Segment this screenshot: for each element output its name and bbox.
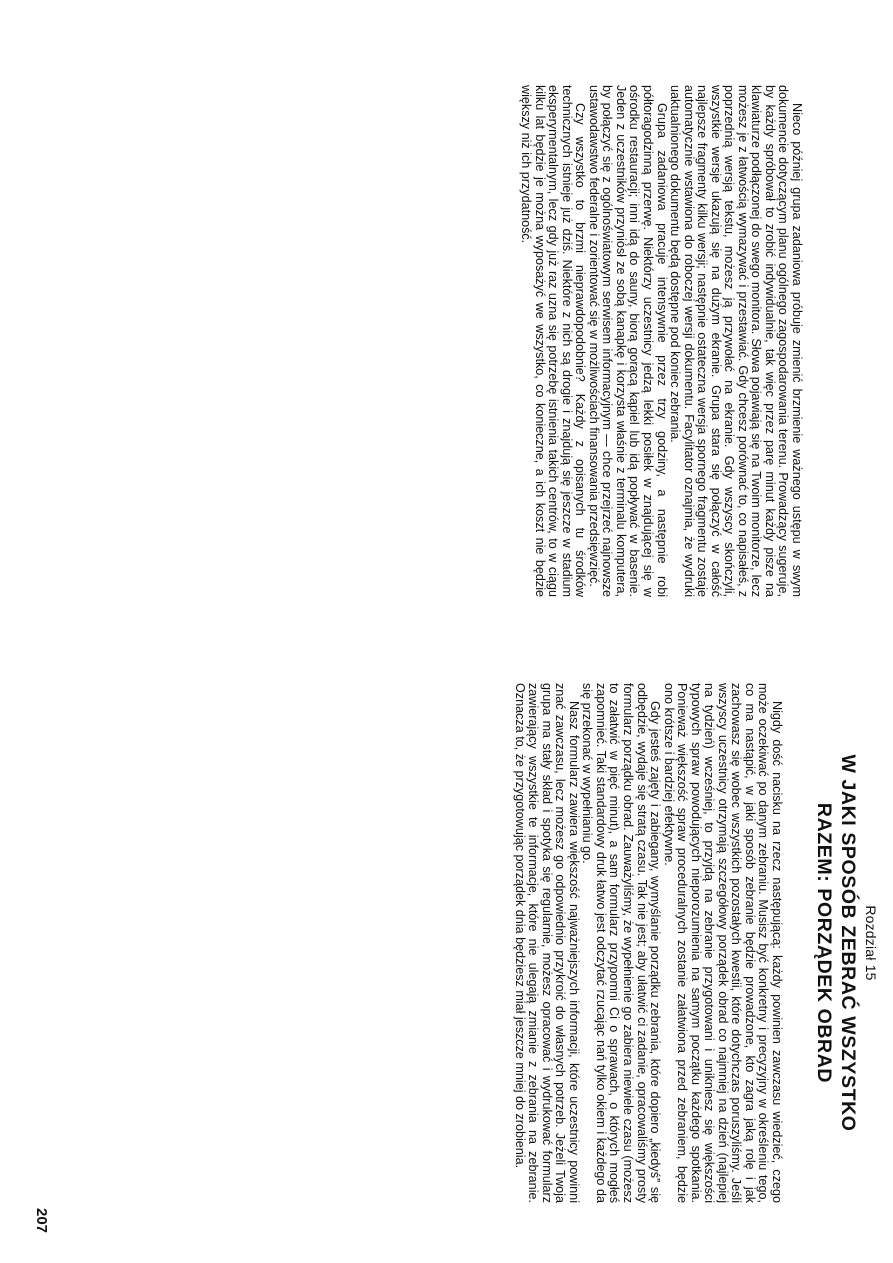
chapter-title	[812, 683, 860, 1203]
left-paragraph-3: Czy wszystko to brzmi nieprawdopodobnie? Każdy z opisanych tu środków technicznych istnieje już dziś. Niektóre z nich są drogie i znajdują się jeszcze w stadium eksperymentalnym, lecz gdy już raz uzna się potrzebę istnienia takich centrów, to w ciągu kilku lat będzie je można wyposażyć we wszystko, co konieczne, a ich koszt nie będzie większy niż ich przydatność.	[519, 85, 588, 597]
right-paragraph-3: Nasz formularz zawiera większość najważniejszych informacji, które uczestnicy powinni znać zawczasu, lecz możesz go odpowiednio przykroić do własnych potrzeb. Jeżeli Twoja grupa ma stały skład i spotyka się regularnie, możesz opracować i wydrukować formularz zawierający wszystkie te informacje, które nie ulegają zmianie z zebrania na zebranie. Oznacza to, że przygotowując porządek dnia będziesz miał jeszcze mniej do zrobienia.	[512, 683, 581, 1203]
chapter-label: Rozdział 15	[863, 905, 879, 981]
chapter-title-line-1: W JAKI SPOSÓB ZEBRAĆ WSZYSTKO	[837, 754, 859, 1132]
left-paragraph-2: Grupa zadaniowa pracuje intensywnie przez trzy godziny, a następnie robi półtoragodzinną przerwę. Niektórzy uczestnicy jedzą lekki posiłek w znajdującej się w ośrodku restauracji; inni idą do sauny, biorą gorącą kąpiel lub idą popływać w basenie. Jeden z uczestników przyniósł ze sobą kanapkę i korzysta właśnie z terminalu komputera, by połączyć się z ogólnoświatowym serwisem informacyjnym — chce przejrzeć najnowsze ustawodawstwo federalne i zorientować się w możliwościach finansowania przedsięwzięć.	[586, 85, 669, 597]
right-paragraph-2: Gdy jesteś zajęty i zabiegany, wymyślanie porządku zebrania, które dopiero „kiedyś” się odbędzie, wydaje się stratą czasu. Tak nie jest; aby ułatwić ci zadanie, opracowaliśmy prosty formularz porządku obrad. Zauważyliśmy, że wypełnienie go zabiera niewiele czasu (możesz to załatwić w pięć minut), a sam formularz przypomni Ci o sprawach, o których mogłeś zapomnieć. Taki standardowy druk łatwo jest odczytać rzucając nań tylko okiem i każdego da się przekonać w wypełnianiu go.	[580, 683, 663, 1203]
left-paragraph-1: Nieco później grupa zadaniowa próbuje zmienić brzmienie ważnego ustępu w swym dokumencie dotyczącym planu ogólnego zagospodarowania terenu. Prowadzący sugeruje, by każdy spróbował to zrobić indywidualnie, tak więc przez parę minut każdy pisze na klawiaturze podłączonej do swego monitora. Słowa pojawiają się na Twoim monitorze, lecz możesz je z łatwością wymazywać i przestawiać. Gdy chcesz porównać to, co napisałeś, z poprzednią wersją tekstu, możesz ją przywołać na ekranie. Gdy wszyscy skończyli, wszystkie wersje ukazują się na dużym ekranie. Grupa stara się połączyć w całość najlepsze fragmenty kilku wersji; następnie ostateczna wersja spornego fragmentu zostaje automatycznie wstawiona do roboczej wersji dokumentu. Facylitator oznajmia, że wydruki uaktualnionego dokumentu będą dostępne pod koniec zebrania.	[668, 85, 804, 597]
right-text-column	[512, 683, 783, 1203]
left-text-column	[519, 85, 803, 597]
chapter-title-line-2: RAZEM: PORZĄDEK OBRAD	[813, 802, 835, 1084]
page-number: 207	[33, 1208, 50, 1234]
right-paragraph-1: Nigdy dość nacisku na rzecz następującą: każdy powinien zawczasu wiedzieć, czego może oczekiwać po danym zebraniu. Musisz być konkretny i precyzyjny w określeniu tego, co ma nastąpić, w jaki sposób zebranie będzie prowadzone, kto zagra jaką rolę i jak zachowasz się wobec wszystkich pozostałych kwestii, które dotychczas poruszyliśmy. Jeśli wszyscy uczestnicy otrzymają szczegółowy porządek obrad co najmniej na dzień (najlepiej na tydzień) wcześniej, to przyjdą na zebranie przygotowani i unikniesz się większości typowych spraw powodujących nieporozumienia na samym początku każdego spotkania. Ponieważ większość spraw proceduralnych zostanie załatwiona przed zebraniem, będzie ono krótsze i bardziej efektywne.	[661, 683, 784, 1203]
